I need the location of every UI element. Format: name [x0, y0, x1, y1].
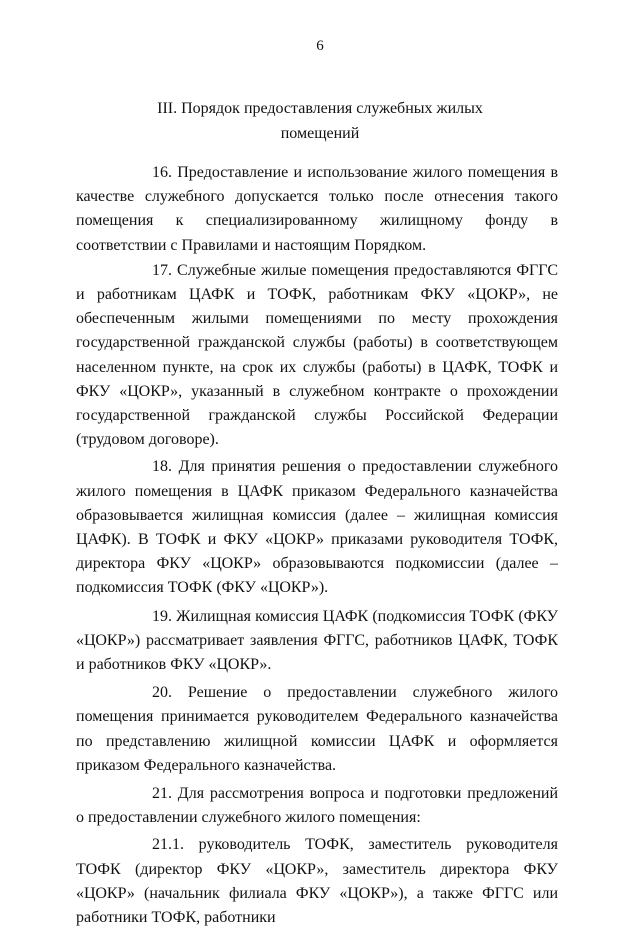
section-title: [0, 96, 640, 146]
paragraph-text: Жилищная комиссия ЦАФК (подкомиссия ТОФК (ФКУ «ЦОКР») рассматривает заявления ФГГС, работников ЦАФК, ТОФК и работников ФКУ «ЦОКР».: [76, 607, 559, 674]
page-number: 6: [316, 38, 324, 54]
paragraph-text: Предоставление и использование жилого помещения в качестве служебного допускается только после отнесения такого помещения к специализированному жилищному фонду в соответствии с Правилами и настоящим Порядком.: [76, 164, 558, 254]
paragraph-text: Служебные жилые помещения предоставляются ФГГС и работникам ЦАФК и ТОФК, работникам ФКУ «ЦОКР», не обеспеченным жилыми помещениями по месту прохождения государственной гражданской службы (работы) в соответствующем населенном пункте, на срок их службы (работы) в ЦАФК, ТОФК и ФКУ «ЦОКР», указанный в служебном контракте о прохождении государственной гражданской службы Российской Федерации (трудовом договоре).: [76, 261, 558, 449]
paragraph-number: 20.: [152, 684, 172, 702]
paragraph-text: руководитель ТОФК, заместитель руководителя ТОФК (директор ФКУ «ЦОКР», заместитель директора ФКУ «ЦОКР» (начальник филиала ФКУ «ЦОКР»), а также ФГГС или работники ТОФК, работники: [76, 836, 559, 927]
section-title-line-2: помещений: [280, 125, 360, 142]
paragraph-16: [76, 161, 558, 258]
paragraph-text: Для принятия решения о предоставлении служебного жилого помещения в ЦАФК приказом Федерального казначейства образовывается жилищная комиссия (далее – жилищная комиссия ЦАФК). В ТОФК и ФКУ «ЦОКР» приказами руководителя ТОФК, директора ФКУ «ЦОКР» образовываются подкомиссии (далее – подкомиссия ТОФК (ФКУ «ЦОКР»).: [76, 458, 559, 597]
paragraph-21-1: [76, 833, 558, 930]
section-title-line-1: III. Порядок предоставления служебных жилых: [157, 100, 483, 117]
paragraph-number: 17.: [152, 261, 172, 279]
paragraph-number: 18.: [152, 458, 172, 476]
paragraph-number: 16.: [152, 164, 172, 181]
paragraph-number: 21.: [152, 785, 172, 803]
paragraph-text: Для рассмотрения вопроса и подготовки предложений о предоставлении служебного жилого помещения:: [76, 785, 559, 827]
document-body: [76, 161, 558, 930]
paragraph-text: Решение о предоставлении служебного жилого помещения принимается руководителем Федерального казначейства по представлению жилищной комиссии ЦАФК и оформляется приказом Федерального казначейства.: [76, 684, 558, 774]
paragraph-18: [76, 455, 558, 600]
paragraph-number: 19.: [152, 607, 172, 625]
paragraph-number: 21.1.: [152, 836, 184, 854]
paragraph-21: [76, 782, 558, 830]
paragraph-17: [76, 259, 558, 453]
paragraph-19: [76, 605, 558, 678]
paragraph-20: [76, 681, 558, 778]
